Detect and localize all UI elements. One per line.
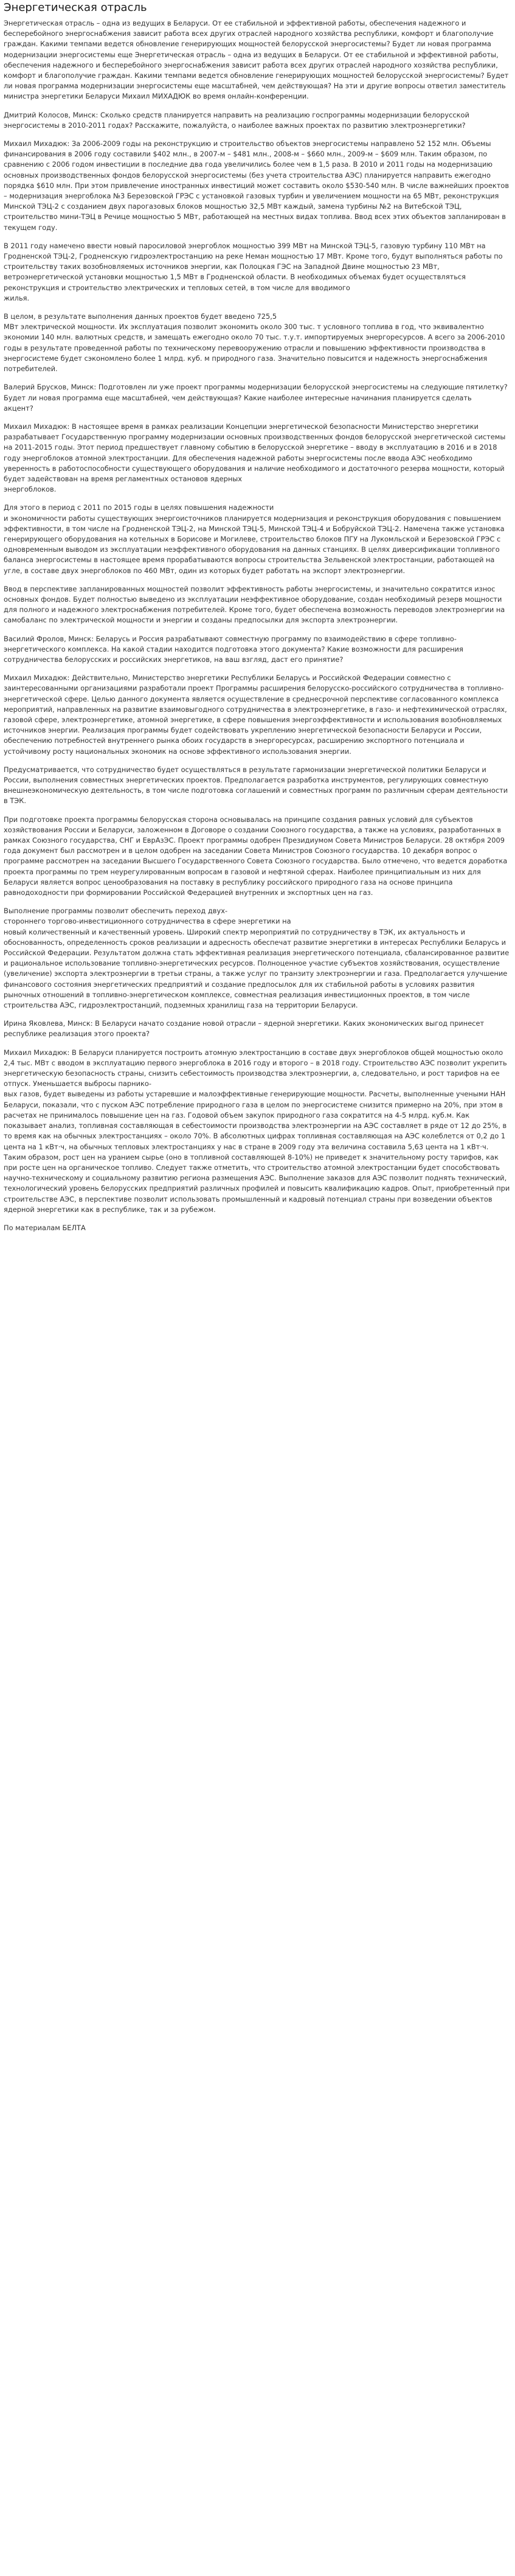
article-title: Энергетическая отрасль [4, 1, 147, 14]
article-paragraph: В целом, в результате выполнения данных проектов будет введено 725,5 МВт электрической мощности. Их эксплуатация позволит экономить около 300 тыс. т условного топлива в год, что эквивалентно экономии 140 млн. валютных средств, и замещать ежегодно около 70 тыс. т.у.т. импортируемых энергоресурсов. А всего за 2006-2010 годы в результате проведенной работы по техническому перевооружению отрасли и повышению эффективности производства в энергосистеме будет сэкономлено более 1 млрд. куб. м природного газа. Значительно повысится и надежность энергоснабжения потребителей. [4, 312, 505, 374]
article-paragraph: Михаил Михадюк: Действительно, Министерство энергетики Республики Беларусь и Российской Федерации совместно с заинтересованными организациями разработали проект Программы расширения белорусско-российского сотрудничества в топливно-энергетической сфере. Целью данного документа является осуществление в среднесрочной перспективе согласованного комплекса мероприятий, направленных на развитие взаимовыгодного сотрудничества в электроэнергетике, в газо- и нефтехимической отраслях, газовой сфере, электроэнергетике, атомной энергетике, в сфере повышения энергоэффективности и использования возобновляемых источников энергии. Реализация программы будет содействовать укреплению энергетической безопасности Беларуси и России, обеспечению потребностей внутреннего рынка обоих государств в энергоресурсах, расширению экспортного потенциала и устойчивому росту национальных экономик на основе эффективного использования энергии. [4, 674, 507, 756]
article-paragraph: Для этого в период с 2011 по 2015 годы в целях повышения надежности и экономичности работы существующих энергоисточников планируется модернизация и реконструкция оборудования с повышением эффективности, в том числе на Гродненской ТЭЦ-2, на Минской ТЭЦ-5, Минской ТЭЦ-4 и Бобруйской ТЭЦ-2. Намечена также установка генерирующего оборудования на котельных в Борисове и Могилеве, строительство блоков ПГУ на Лукомльской и Березовской ГРЭС с одновременным выводом из эксплуатации неэффективного оборудования на данных станциях. В целях диверсификации топливного баланса энергосистемы в настоящее время прорабатываются вопросы строительства Зельвенской электростанции, работающей на угле, в составе двух энергоблоков по 460 МВт, один из которых будет работать на экспорт электроэнергии. [4, 503, 505, 575]
article-paragraph: В 2011 году намечено ввести новый паросиловой энергоблок мощностью 399 МВт на Минской ТЭЦ-5, газовую турбину 110 МВт на Гродненской ТЭЦ-2, Гродненскую гидроэлектростанцию на реке Неман мощностью 17 МВт. Кроме того, будут выполняться работы по строительству таких возобновляемых источников энергии, как Полоцкая ГЭС на Западной Двине мощностью 23 МВт, ветроэнергетической установки мощностью 1,5 МВт в Гродненской области. В необходимых объемах будет осуществляться реконструкция и строительство электрических и тепловых сетей, в том числе для вводимого жилья. [4, 241, 503, 302]
article-paragraph: Михаил Михадюк: В Беларуси планируется построить атомную электростанцию в составе двух энергоблоков общей мощностью около 2,4 тыс. МВт с вводом в эксплуатацию первого энергоблока в 2016 году и второго – в 2018 году. Строительство АЭС позволит укрепить энергетическую безопасность страны, снизить себестоимость производства электроэнергии, а, следовательно, и рост тарифов на ее отпуск. Уменьшается выбросы парнико- вых газов, будет выведены из работы устаревшие и малоэффективные генерирующие мощности. Расчеты, выполненные учеными НАН Беларуси, показали, что с пуском АЭС потребление природного газа в целом по энергосистеме снизится примерно на 20%, при этом в расчетах не принималось повышение цен на газ. Годовой объем закупок природного газа сократится на 4-5 млрд. куб.м. Как показывает анализ, топливная составляющая в себестоимости производства электроэнергии на АЭС составляет в ряде от 12 до 25%, в то время как на обычных электростанциях – около 70%. В абсолютных цифрах топливная составляющая на АЭС колеблется от 0,2 до 1 цента на 1 кВт·ч, на обычных тепловых электростанциях у нас в стране в 2009 году эта величина составила 5,63 цента на 1 кВт·ч. Таким образом, рост цен на уранием сырье (оно в топливной составляющей 8-10%) не приведет к значительному росту тарифов, как при росте цен на органическое топливо. Следует также отметить, что строительство атомной электростанции будет способствовать научно-техническому и социальному развитию региона размещения АЭС. Выполнение заказов для АЭС позволит поднять технический, технологический уровень белорусских предприятий различных профилей и повысить квалификацию кадров. Опыт, приобретенный при строительстве АЭС, в перспективе позволит использовать промышленный и кадровый потенциал страны при возведении объектов ядерной энергетики как в республике, так и за рубежом. [4, 1048, 510, 1214]
article-paragraph: Василий Фролов, Минск: Беларусь и Россия разрабатывают совместную программу по взаимодействию в сфере топливно-энергетического комплекса. На какой стадии находится подготовка этого документа? Какие возможности для расширения сотрудничества белорусских и российских энергетиков, на ваш взгляд, даст его принятие? [4, 634, 463, 664]
article-paragraph: Ирина Яковлева, Минск: В Беларуси начато создание новой отрасли – ядерной энергетики. Каких экономических выгод принесет республике реализация этого проекта? [4, 1019, 485, 1039]
article-paragraph: Энергетическая отрасль – одна из ведущих в Беларуси. От ее стабильной и эффективной работы, обеспечения надежного и бесперебойного энергоснабжения зависит работа всех других отраслей народного хозяйства республики, комфорт и благополучие граждан. Какими темпами ведется обновление генерирующих мощностей белорусской энергосистемы? Будет ли новая программа модернизации энергосистемы еще Энергетическая отрасль – одна из ведущих в Беларуси. От ее стабильной и эффективной работы, обеспечения надежного и бесперебойного энергоснабжения зависит работа всех других отраслей народного хозяйства республики, комфорт и благополучие граждан. Какими темпами ведется обновление генерирующих мощностей белорусской энергосистемы? Будет ли новая программа модернизации энергосистемы еще масштабней, чем действующая? На эти и другие вопросы ответил заместитель министра энергетики Беларуси Михаил МИХАДЮК во время онлайн-конференции. [4, 19, 509, 101]
article-paragraph: Выполнение программы позволит обеспечить переход двух- стороннего торгово-инвестиционного сотрудничества в сфере энергетики на новый количественный и качественный уровень. Широкий спектр мероприятий по сотрудничеству в ТЭК, их актуальность и обоснованность, определенность сроков реализации и адресность обеспечат развитие энергетики в интересах Республики Беларусь и Российской Федерации. Результатом должна стать эффективная реализация энергетического потенциала, сбалансированное развитие и рациональное использование топливно-энергетических ресурсов. Полноценное участие субъектов хозяйствования, осуществление (увеличение) экспорта электроэнергии в третьи страны, а также услуг по транзиту электроэнергии и газа. Предполагается улучшение финансового состояния энергетических предприятий и создание предпосылок для их стабильной работы в условиях развития рыночных отношений в топливно-энергетическом комплексе, совместная реализация инвестиционных проектов, в том числе строительства АЭС, гидроэлектростанций, подземных хранилищ газа на территории Беларуси. [4, 907, 510, 1010]
article-paragraph: Михаил Михадюк: В настоящее время в рамках реализации Концепции энергетической безопасности Министерство энергетики разрабатывает Государственную программу модернизации основных производственных фондов белорусской энергетической системы на 2011-2015 годы. Этот период предшествует главному событию в белорусской энергетике – вводу в эксплуатацию в 2016 и в 2018 году энергоблоков атомной электростанции. Для обеспечения надежной работы энергосистемы после ввода АЭС необходимо уверенность в работоспособности существующего оборудования и наличие необходимого и достаточного резерва мощности, который будет задействован на время регламентных остановов ядерных энергоблоков. [4, 422, 506, 494]
article-paragraph: При подготовке проекта программы белорусская сторона основывалась на принципе создания равных условий для субъектов хозяйствования России и Беларуси, заложенном в Договоре о создании Союзного государства, а также на условиях, разработанных в рамках Союзного государства, СНГ и ЕврАзЭС. Проект программы одобрен Президиумом Совета Министров Беларуси. 28 октября 2009 года документ был рассмотрен и в целом одобрен на заседании Совета Министров Союзного государства. 10 декабря вопрос о программе рассмотрен на заседании Высшего Государственного Совета Союзного государства. Было отмечено, что ведется доработка проекта программы по трем неурегулированным вопросам в газовой и нефтяной сферах. Наиболее принципиальным из них для Беларуси является вопрос ценообразования на поставку в республику российского природного газа на основе принципа равнодоходности при формировании Российской Федерацией внутренних и экспортных цен на газ. [4, 815, 508, 897]
article [0, 0, 515, 1233]
article-paragraph: Ввод в перспективе запланированных мощностей позволит эффективность работы энергосистемы, и значительно сократится износ основных фондов. Будет полностью выведено из эксплуатации неэффективное оборудование, создан необходимый резерв мощности для полного и надежного электроснабжения потребителей. Кроме того, будет обеспечена возможность переводов электроэнергии на самобаланс по электрической мощности и энергии и созданы предпосылки для экспорта электроэнергии. [4, 584, 505, 625]
article-paragraph: Валерий Брусков, Минск: Подготовлен ли уже проект программы модернизации белорусской энергосистемы на следующие пятилетку? Будет ли новая программа еще масштабней, чем действующая? Какие наиболее интересные начинания планируется сделать акцент? [4, 383, 508, 413]
article-source: По материалам БЕЛТА [4, 1223, 86, 1232]
article-paragraph: Дмитрий Колосов, Минск: Сколько средств планируется направить на реализацию госпрограммы модернизации белорусской энергосистемы в 2010-2011 годах? Расскажите, пожалуйста, о наиболее важных проектах по развитию электроэнергетики? [4, 110, 469, 130]
article-paragraph: Предусматривается, что сотрудничество будет осуществляться в результате гармонизации энергетической политики Беларуси и России, выполнения совместных энергетических проектов. Предполагается разработка инструментов, регулирующих совместную внешнеэкономическую деятельность, в том числе подготовка соглашений и совместных программ по различным сферам деятельности в ТЭК. [4, 765, 508, 806]
article-paragraph: Михаил Михадюк: За 2006-2009 годы на реконструкцию и строительство объектов энергосистемы направлено 52 152 млн. Объемы финансирования в 2006 году составили $402 млн., в 2007-м – $481 млн., 2008-м – $660 млн., 2009-м – $609 млн. Таким образом, по сравнению с 2006 годом инвестиции в последние два года увеличились более чем в 1,5 раза. В 2010 и 2011 годы на модернизацию основных производственных фондов белорусской энергосистемы (без учета строительства АЭС) планируется направить ежегодно порядка $610 млн. При этом привлечение иностранных инвестиций может составить около $530-540 млн. В числе важнейших проектов – модернизация энергоблока №3 Березовской ГРЭС с установкой газовых турбин и увеличением мощности на 65 МВт, реконструкция Минской ТЭЦ-2 с созданием двух парогазовых блоков мощностью 32,5 МВт каждый, замена турбины №2 на Витебской ТЭЦ, строительство мини-ТЭЦ в Речице мощностью 5 МВт, работающей на местных видах топлива. Ввод всех этих объектов запланирован в текущем году. [4, 139, 510, 232]
